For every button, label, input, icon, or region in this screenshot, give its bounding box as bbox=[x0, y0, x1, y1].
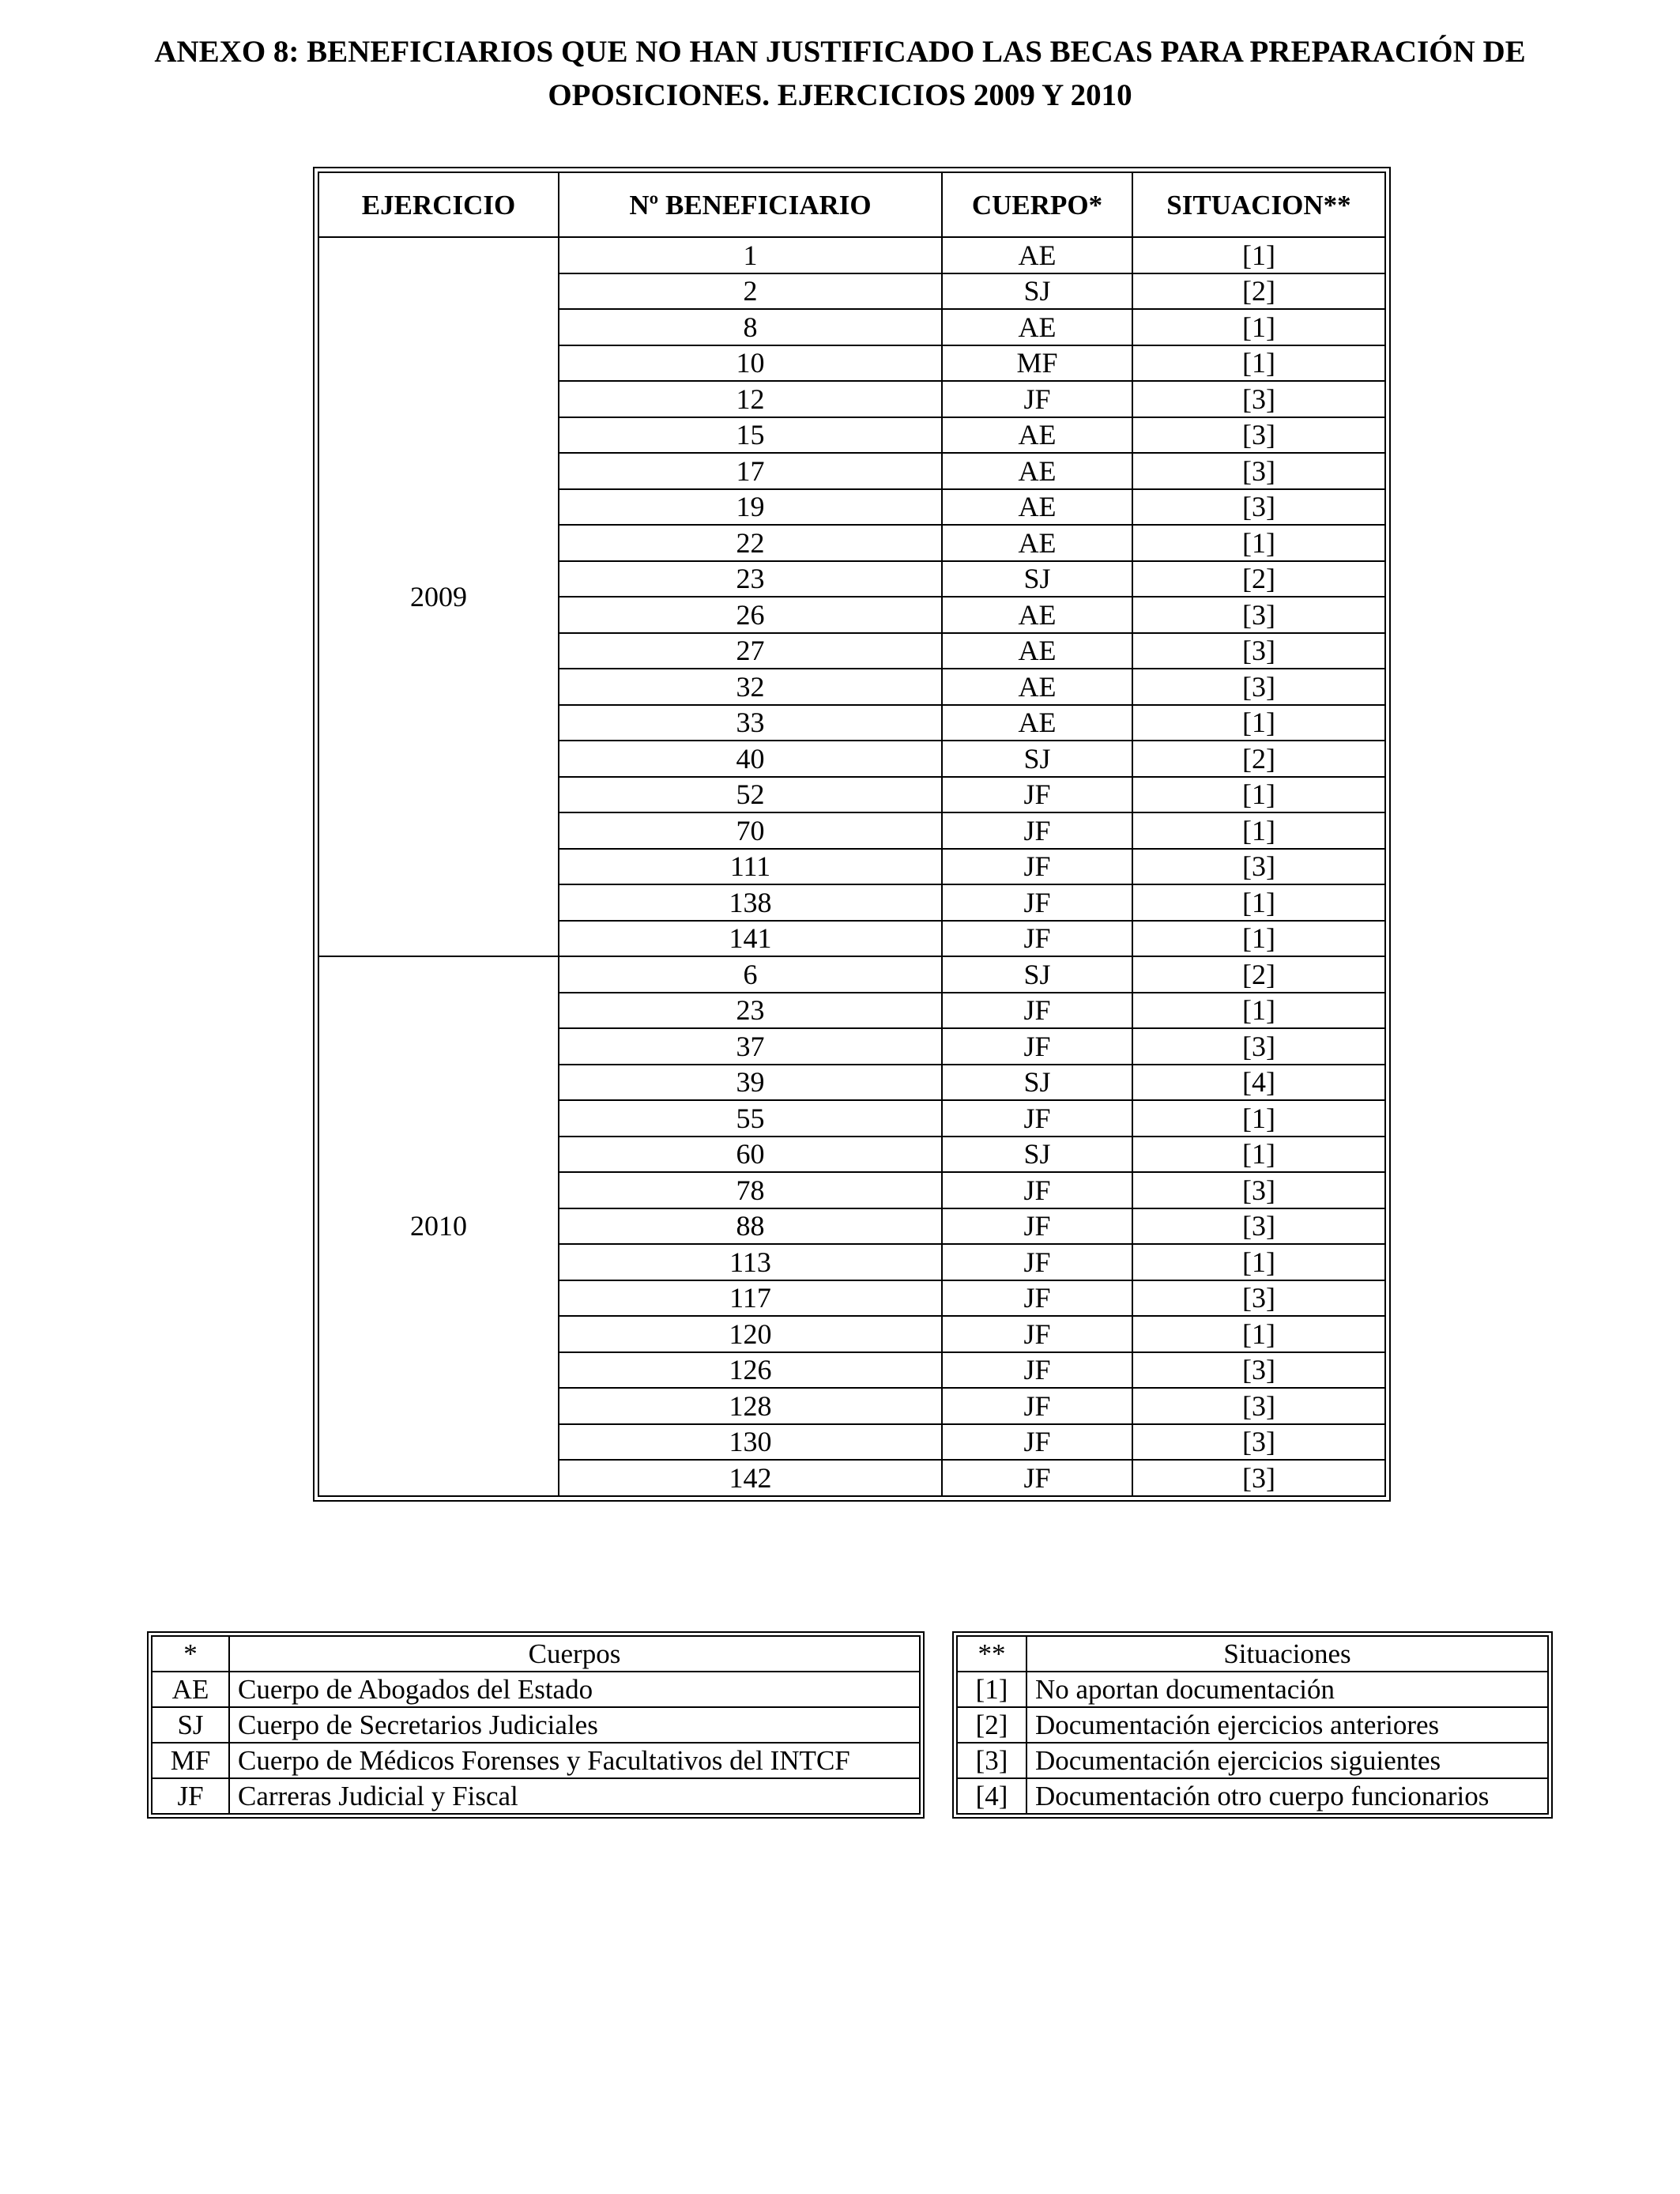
cuerpo-cell: JF bbox=[942, 1244, 1132, 1280]
beneficiario-cell: 117 bbox=[559, 1280, 942, 1317]
beneficiario-cell: 17 bbox=[559, 453, 942, 489]
legend-description: Carreras Judicial y Fiscal bbox=[229, 1778, 920, 1814]
situacion-cell: [2] bbox=[1132, 273, 1385, 310]
legend-row bbox=[152, 1672, 920, 1707]
legend-row bbox=[152, 1707, 920, 1743]
legend-row bbox=[957, 1778, 1548, 1814]
legend-description: Cuerpo de Médicos Forenses y Facultativos del INTCF bbox=[229, 1743, 920, 1778]
situacion-cell: [1] bbox=[1132, 345, 1385, 382]
beneficiario-cell: 138 bbox=[559, 884, 942, 921]
beneficiario-cell: 23 bbox=[559, 993, 942, 1029]
cuerpo-cell: JF bbox=[942, 1208, 1132, 1245]
cuerpo-cell: JF bbox=[942, 381, 1132, 417]
legend-row bbox=[957, 1707, 1548, 1743]
cuerpo-cell: SJ bbox=[942, 1065, 1132, 1101]
situacion-cell: [4] bbox=[1132, 1065, 1385, 1101]
situacion-cell: [1] bbox=[1132, 237, 1385, 273]
legend-code: MF bbox=[152, 1743, 229, 1778]
beneficiario-cell: 19 bbox=[559, 489, 942, 526]
situacion-cell: [2] bbox=[1132, 561, 1385, 598]
beneficiario-cell: 130 bbox=[559, 1424, 942, 1461]
legend-label-header: Situaciones bbox=[1026, 1636, 1548, 1672]
cuerpo-cell: SJ bbox=[942, 956, 1132, 993]
cuerpo-cell: AE bbox=[942, 417, 1132, 454]
beneficiario-cell: 126 bbox=[559, 1352, 942, 1389]
situacion-cell: [1] bbox=[1132, 309, 1385, 345]
ejercicio-cell: 2009 bbox=[318, 237, 559, 956]
situacion-cell: [3] bbox=[1132, 1172, 1385, 1208]
beneficiario-cell: 8 bbox=[559, 309, 942, 345]
beneficiario-cell: 27 bbox=[559, 633, 942, 669]
cuerpo-cell: JF bbox=[942, 777, 1132, 813]
situacion-cell: [1] bbox=[1132, 525, 1385, 561]
header-beneficiario: Nº BENEFICIARIO bbox=[559, 172, 942, 237]
legend-code: AE bbox=[152, 1672, 229, 1707]
legend-description: Documentación ejercicios anteriores bbox=[1026, 1707, 1548, 1743]
cuerpo-cell: SJ bbox=[942, 741, 1132, 777]
legend-label-header: Cuerpos bbox=[229, 1636, 920, 1672]
situacion-cell: [3] bbox=[1132, 669, 1385, 705]
situacion-cell: [3] bbox=[1132, 1352, 1385, 1389]
cuerpo-cell: AE bbox=[942, 237, 1132, 273]
legend-cuerpos-body bbox=[152, 1636, 920, 1814]
beneficiario-cell: 10 bbox=[559, 345, 942, 382]
cuerpo-cell: AE bbox=[942, 705, 1132, 741]
table-header-row bbox=[318, 172, 1385, 237]
beneficiario-cell: 32 bbox=[559, 669, 942, 705]
table-body bbox=[318, 237, 1385, 1496]
cuerpo-cell: JF bbox=[942, 812, 1132, 849]
beneficiario-cell: 78 bbox=[559, 1172, 942, 1208]
legend-description: Cuerpo de Abogados del Estado bbox=[229, 1672, 920, 1707]
situacion-cell: [1] bbox=[1132, 777, 1385, 813]
header-cuerpo: CUERPO* bbox=[942, 172, 1132, 237]
legend-row bbox=[152, 1743, 920, 1778]
cuerpo-cell: JF bbox=[942, 993, 1132, 1029]
cuerpo-cell: JF bbox=[942, 921, 1132, 957]
legend-cuerpos-table bbox=[151, 1635, 921, 1815]
cuerpo-cell: AE bbox=[942, 633, 1132, 669]
cuerpo-cell: JF bbox=[942, 1100, 1132, 1137]
cuerpo-cell: AE bbox=[942, 597, 1132, 633]
cuerpo-cell: JF bbox=[942, 1424, 1132, 1461]
cuerpo-cell: SJ bbox=[942, 561, 1132, 598]
situacion-cell: [3] bbox=[1132, 633, 1385, 669]
beneficiario-cell: 113 bbox=[559, 1244, 942, 1280]
beneficiario-cell: 88 bbox=[559, 1208, 942, 1245]
situacion-cell: [3] bbox=[1132, 1208, 1385, 1245]
cuerpo-cell: AE bbox=[942, 309, 1132, 345]
situacion-cell: [1] bbox=[1132, 921, 1385, 957]
legend-row bbox=[152, 1778, 920, 1814]
legend-row bbox=[957, 1672, 1548, 1707]
beneficiario-cell: 12 bbox=[559, 381, 942, 417]
legend-row bbox=[957, 1743, 1548, 1778]
legend-code-header: * bbox=[152, 1636, 229, 1672]
legend-header-row bbox=[152, 1636, 920, 1672]
situacion-cell: [3] bbox=[1132, 1460, 1385, 1496]
beneficiario-cell: 15 bbox=[559, 417, 942, 454]
beneficiario-cell: 111 bbox=[559, 849, 942, 885]
title-line-1: ANEXO 8: BENEFICIARIOS QUE NO HAN JUSTIFICADO LAS BECAS PARA PREPARACIÓN DE bbox=[154, 35, 1526, 69]
beneficiario-cell: 37 bbox=[559, 1028, 942, 1065]
cuerpo-cell: JF bbox=[942, 1460, 1132, 1496]
legend-description: No aportan documentación bbox=[1026, 1672, 1548, 1707]
cuerpo-cell: JF bbox=[942, 1388, 1132, 1424]
legend-header-row bbox=[957, 1636, 1548, 1672]
situacion-cell: [3] bbox=[1132, 381, 1385, 417]
situacion-cell: [3] bbox=[1132, 1028, 1385, 1065]
situacion-cell: [3] bbox=[1132, 417, 1385, 454]
cuerpo-cell: SJ bbox=[942, 1137, 1132, 1173]
cuerpo-cell: AE bbox=[942, 453, 1132, 489]
beneficiario-cell: 2 bbox=[559, 273, 942, 310]
beneficiario-cell: 60 bbox=[559, 1137, 942, 1173]
legend-code: [4] bbox=[957, 1778, 1026, 1814]
situacion-cell: [2] bbox=[1132, 956, 1385, 993]
situacion-cell: [3] bbox=[1132, 597, 1385, 633]
legend-code: SJ bbox=[152, 1707, 229, 1743]
situacion-cell: [1] bbox=[1132, 1137, 1385, 1173]
header-ejercicio: EJERCICIO bbox=[318, 172, 559, 237]
beneficiario-cell: 1 bbox=[559, 237, 942, 273]
situacion-cell: [3] bbox=[1132, 1424, 1385, 1461]
legend-situaciones-frame bbox=[952, 1631, 1553, 1819]
situacion-cell: [1] bbox=[1132, 1244, 1385, 1280]
situacion-cell: [1] bbox=[1132, 1100, 1385, 1137]
beneficiario-cell: 120 bbox=[559, 1316, 942, 1352]
beneficiario-cell: 6 bbox=[559, 956, 942, 993]
cuerpo-cell: JF bbox=[942, 1280, 1132, 1317]
cuerpo-cell: AE bbox=[942, 669, 1132, 705]
ejercicio-cell: 2010 bbox=[318, 956, 559, 1496]
legend-code: [3] bbox=[957, 1743, 1026, 1778]
beneficiario-cell: 39 bbox=[559, 1065, 942, 1101]
title-line-2: OPOSICIONES. EJERCICIOS 2009 Y 2010 bbox=[548, 78, 1132, 112]
cuerpo-cell: JF bbox=[942, 884, 1132, 921]
page-title bbox=[95, 30, 1585, 117]
legend-description: Documentación otro cuerpo funcionarios bbox=[1026, 1778, 1548, 1814]
cuerpo-cell: AE bbox=[942, 525, 1132, 561]
beneficiario-cell: 128 bbox=[559, 1388, 942, 1424]
beneficiario-cell: 40 bbox=[559, 741, 942, 777]
cuerpo-cell: JF bbox=[942, 1352, 1132, 1389]
beneficiario-cell: 52 bbox=[559, 777, 942, 813]
situacion-cell: [3] bbox=[1132, 489, 1385, 526]
situacion-cell: [1] bbox=[1132, 993, 1385, 1029]
cuerpo-cell: MF bbox=[942, 345, 1132, 382]
cuerpo-cell: JF bbox=[942, 1316, 1132, 1352]
situacion-cell: [2] bbox=[1132, 741, 1385, 777]
beneficiario-cell: 22 bbox=[559, 525, 942, 561]
table-row bbox=[318, 237, 1385, 273]
cuerpo-cell: AE bbox=[942, 489, 1132, 526]
table-row bbox=[318, 956, 1385, 993]
situacion-cell: [1] bbox=[1132, 884, 1385, 921]
situacion-cell: [1] bbox=[1132, 1316, 1385, 1352]
legend-situaciones-table bbox=[956, 1635, 1549, 1815]
beneficiario-cell: 141 bbox=[559, 921, 942, 957]
situacion-cell: [3] bbox=[1132, 1388, 1385, 1424]
beneficiario-cell: 23 bbox=[559, 561, 942, 598]
beneficiario-cell: 70 bbox=[559, 812, 942, 849]
cuerpo-cell: JF bbox=[942, 849, 1132, 885]
beneficiaries-table-frame bbox=[313, 167, 1391, 1502]
legend-code: JF bbox=[152, 1778, 229, 1814]
header-situacion: SITUACION** bbox=[1132, 172, 1385, 237]
cuerpo-cell: JF bbox=[942, 1172, 1132, 1208]
legend-code: [1] bbox=[957, 1672, 1026, 1707]
situacion-cell: [3] bbox=[1132, 849, 1385, 885]
beneficiario-cell: 55 bbox=[559, 1100, 942, 1137]
situacion-cell: [3] bbox=[1132, 1280, 1385, 1317]
beneficiario-cell: 142 bbox=[559, 1460, 942, 1496]
beneficiaries-table bbox=[318, 172, 1386, 1497]
cuerpo-cell: SJ bbox=[942, 273, 1132, 310]
legend-cuerpos-frame bbox=[147, 1631, 925, 1819]
beneficiario-cell: 26 bbox=[559, 597, 942, 633]
cuerpo-cell: JF bbox=[942, 1028, 1132, 1065]
legend-description: Documentación ejercicios siguientes bbox=[1026, 1743, 1548, 1778]
legend-situaciones-body bbox=[957, 1636, 1548, 1814]
legend-code-header: ** bbox=[957, 1636, 1026, 1672]
situacion-cell: [1] bbox=[1132, 812, 1385, 849]
situacion-cell: [3] bbox=[1132, 453, 1385, 489]
situacion-cell: [1] bbox=[1132, 705, 1385, 741]
legend-code: [2] bbox=[957, 1707, 1026, 1743]
legend-description: Cuerpo de Secretarios Judiciales bbox=[229, 1707, 920, 1743]
beneficiario-cell: 33 bbox=[559, 705, 942, 741]
